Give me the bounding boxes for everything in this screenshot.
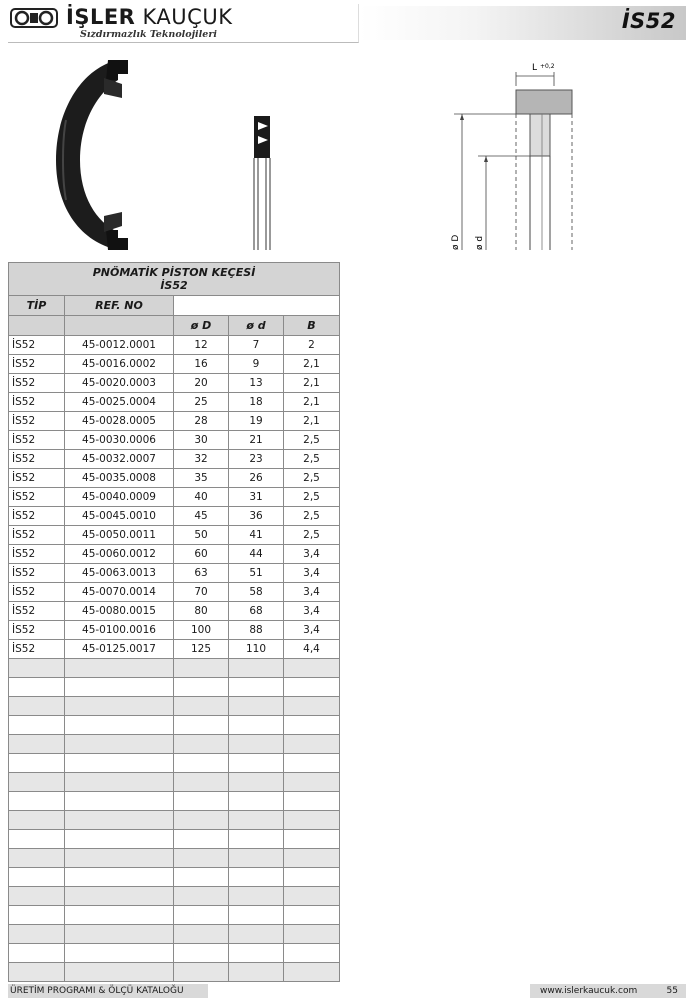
cell-width-b: 2,1 xyxy=(284,393,340,412)
cell-outer-diameter: 70 xyxy=(174,583,229,602)
cell-width-b: 3,4 xyxy=(284,564,340,583)
header-tip: TİP xyxy=(9,296,65,316)
empty-cell xyxy=(284,697,340,716)
cell-inner-diameter: 88 xyxy=(229,621,284,640)
cell-tip: İS52 xyxy=(9,488,65,507)
dim-D-label: ø D xyxy=(451,234,461,250)
cell-width-b: 3,4 xyxy=(284,583,340,602)
table-row xyxy=(9,545,340,564)
cell-ref-no: 45-0020.0003 xyxy=(65,374,174,393)
empty-table-row xyxy=(9,925,340,944)
cell-ref-no: 45-0125.0017 xyxy=(65,640,174,659)
empty-cell xyxy=(174,944,229,963)
empty-cell xyxy=(65,659,174,678)
empty-table-row xyxy=(9,963,340,982)
cell-ref-no: 45-0100.0016 xyxy=(65,621,174,640)
empty-cell xyxy=(9,830,65,849)
empty-cell xyxy=(174,735,229,754)
table-row xyxy=(9,469,340,488)
empty-cell xyxy=(284,887,340,906)
cell-inner-diameter: 9 xyxy=(229,355,284,374)
empty-cell xyxy=(174,963,229,982)
empty-cell xyxy=(9,944,65,963)
cell-tip: İS52 xyxy=(9,526,65,545)
empty-cell xyxy=(9,887,65,906)
empty-cell xyxy=(174,773,229,792)
empty-cell xyxy=(284,678,340,697)
cell-width-b: 3,4 xyxy=(284,545,340,564)
cell-ref-no: 45-0040.0009 xyxy=(65,488,174,507)
cell-inner-diameter: 18 xyxy=(229,393,284,412)
brand-name-light: KAUÇUK xyxy=(142,5,233,29)
cell-tip: İS52 xyxy=(9,469,65,488)
header-ref-no: REF. NO xyxy=(65,296,174,316)
table-row xyxy=(9,526,340,545)
empty-table-row xyxy=(9,754,340,773)
empty-cell xyxy=(284,811,340,830)
empty-cell xyxy=(229,925,284,944)
cell-outer-diameter: 63 xyxy=(174,564,229,583)
table-row xyxy=(9,450,340,469)
empty-cell xyxy=(174,716,229,735)
empty-cell xyxy=(9,735,65,754)
cell-tip: İS52 xyxy=(9,412,65,431)
empty-cell xyxy=(65,773,174,792)
cell-tip: İS52 xyxy=(9,355,65,374)
empty-table-row xyxy=(9,811,340,830)
cell-inner-diameter: 31 xyxy=(229,488,284,507)
cell-ref-no: 45-0035.0008 xyxy=(65,469,174,488)
empty-cell xyxy=(9,906,65,925)
empty-table-row xyxy=(9,887,340,906)
table-row xyxy=(9,431,340,450)
cell-outer-diameter: 16 xyxy=(174,355,229,374)
empty-cell xyxy=(65,963,174,982)
empty-cell xyxy=(229,906,284,925)
cell-ref-no: 45-0016.0002 xyxy=(65,355,174,374)
table-title-line1: PNÖMATİK PİSTON KEÇESİ xyxy=(92,266,256,279)
empty-cell xyxy=(229,830,284,849)
page-number: 55 xyxy=(666,986,678,996)
cell-inner-diameter: 19 xyxy=(229,412,284,431)
cell-outer-diameter: 50 xyxy=(174,526,229,545)
cell-outer-diameter: 25 xyxy=(174,393,229,412)
empty-table-row xyxy=(9,716,340,735)
table-title xyxy=(9,263,340,296)
empty-cell xyxy=(284,925,340,944)
empty-cell xyxy=(284,849,340,868)
cell-inner-diameter: 7 xyxy=(229,336,284,355)
empty-cell xyxy=(284,716,340,735)
header-blank xyxy=(174,296,340,316)
empty-cell xyxy=(174,792,229,811)
cell-outer-diameter: 80 xyxy=(174,602,229,621)
table-row xyxy=(9,488,340,507)
empty-cell xyxy=(65,887,174,906)
brand-tagline: Sızdırmazlık Teknolojileri xyxy=(80,29,217,40)
table-row xyxy=(9,336,340,355)
cell-ref-no: 45-0032.0007 xyxy=(65,450,174,469)
cell-tip: İS52 xyxy=(9,564,65,583)
cell-outer-diameter: 28 xyxy=(174,412,229,431)
empty-cell xyxy=(9,678,65,697)
cell-width-b: 2,5 xyxy=(284,431,340,450)
empty-cell xyxy=(284,830,340,849)
empty-cell xyxy=(284,659,340,678)
cell-outer-diameter: 20 xyxy=(174,374,229,393)
cell-outer-diameter: 60 xyxy=(174,545,229,564)
empty-table-row xyxy=(9,792,340,811)
cell-width-b: 3,4 xyxy=(284,602,340,621)
empty-cell xyxy=(9,925,65,944)
empty-cell xyxy=(174,697,229,716)
empty-cell xyxy=(65,944,174,963)
company-logo-area xyxy=(8,4,359,43)
header-outer-diameter: ø D xyxy=(174,316,229,336)
empty-cell xyxy=(284,906,340,925)
cell-tip: İS52 xyxy=(9,450,65,469)
brand-name xyxy=(66,5,232,29)
empty-cell xyxy=(65,754,174,773)
empty-cell xyxy=(229,754,284,773)
empty-table-row xyxy=(9,868,340,887)
empty-cell xyxy=(65,811,174,830)
empty-cell xyxy=(284,773,340,792)
company-logo-icon xyxy=(10,7,58,29)
cell-ref-no: 45-0012.0001 xyxy=(65,336,174,355)
seal-3d-render xyxy=(56,60,128,250)
empty-cell xyxy=(9,792,65,811)
empty-table-row xyxy=(9,944,340,963)
empty-cell xyxy=(65,868,174,887)
table-row xyxy=(9,602,340,621)
brand-name-bold: İŞLER xyxy=(66,5,136,29)
table-row xyxy=(9,564,340,583)
empty-cell xyxy=(284,754,340,773)
empty-cell xyxy=(284,735,340,754)
empty-cell xyxy=(9,849,65,868)
empty-table-row xyxy=(9,773,340,792)
empty-table-row xyxy=(9,697,340,716)
empty-cell xyxy=(9,716,65,735)
header-ref-sub xyxy=(65,316,174,336)
cell-width-b: 2,5 xyxy=(284,507,340,526)
cell-tip: İS52 xyxy=(9,374,65,393)
cell-width-b: 2,5 xyxy=(284,469,340,488)
cell-inner-diameter: 110 xyxy=(229,640,284,659)
empty-cell xyxy=(229,697,284,716)
cell-ref-no: 45-0045.0010 xyxy=(65,507,174,526)
product-table xyxy=(8,262,339,982)
header-width-b: B xyxy=(284,316,340,336)
empty-cell xyxy=(229,868,284,887)
cell-outer-diameter: 35 xyxy=(174,469,229,488)
cell-tip: İS52 xyxy=(9,431,65,450)
empty-cell xyxy=(229,659,284,678)
footer-catalog-title: ÜRETİM PROGRAMI & ÖLÇÜ KATALOĞU xyxy=(8,984,208,998)
cell-width-b: 2,5 xyxy=(284,488,340,507)
empty-cell xyxy=(9,811,65,830)
empty-cell xyxy=(229,963,284,982)
cell-ref-no: 45-0070.0014 xyxy=(65,583,174,602)
cell-outer-diameter: 125 xyxy=(174,640,229,659)
empty-cell xyxy=(229,944,284,963)
empty-cell xyxy=(229,678,284,697)
cell-tip: İS52 xyxy=(9,336,65,355)
cell-outer-diameter: 12 xyxy=(174,336,229,355)
empty-cell xyxy=(229,716,284,735)
empty-cell xyxy=(65,830,174,849)
empty-cell xyxy=(9,754,65,773)
empty-cell xyxy=(229,849,284,868)
dim-L-label: L xyxy=(532,63,538,73)
product-code-banner xyxy=(360,6,686,40)
cell-inner-diameter: 58 xyxy=(229,583,284,602)
cell-ref-no: 45-0060.0012 xyxy=(65,545,174,564)
empty-cell xyxy=(229,773,284,792)
header-tip-sub xyxy=(9,316,65,336)
cell-tip: İS52 xyxy=(9,621,65,640)
empty-cell xyxy=(174,811,229,830)
empty-cell xyxy=(9,697,65,716)
empty-table-row xyxy=(9,735,340,754)
table-row xyxy=(9,355,340,374)
cell-width-b: 2,5 xyxy=(284,450,340,469)
table-row xyxy=(9,621,340,640)
groove-technical-drawing xyxy=(454,72,572,250)
empty-cell xyxy=(65,678,174,697)
empty-cell xyxy=(9,659,65,678)
footer-right xyxy=(530,984,686,998)
cell-width-b: 4,4 xyxy=(284,640,340,659)
empty-cell xyxy=(174,678,229,697)
cell-outer-diameter: 40 xyxy=(174,488,229,507)
cell-tip: İS52 xyxy=(9,507,65,526)
cell-ref-no: 45-0050.0011 xyxy=(65,526,174,545)
empty-cell xyxy=(174,849,229,868)
cell-ref-no: 45-0025.0004 xyxy=(65,393,174,412)
empty-cell xyxy=(65,849,174,868)
product-code: İS52 xyxy=(621,9,676,33)
table-row xyxy=(9,374,340,393)
empty-table-row xyxy=(9,678,340,697)
cell-inner-diameter: 21 xyxy=(229,431,284,450)
cell-inner-diameter: 68 xyxy=(229,602,284,621)
cell-tip: İS52 xyxy=(9,583,65,602)
empty-cell xyxy=(174,906,229,925)
empty-table-row xyxy=(9,830,340,849)
cell-inner-diameter: 44 xyxy=(229,545,284,564)
empty-cell xyxy=(174,925,229,944)
cell-inner-diameter: 51 xyxy=(229,564,284,583)
cell-inner-diameter: 41 xyxy=(229,526,284,545)
empty-table-row xyxy=(9,659,340,678)
cell-ref-no: 45-0030.0006 xyxy=(65,431,174,450)
dim-tolerance-label: +0,2 xyxy=(540,63,555,70)
dim-d-label: ø d xyxy=(475,235,485,250)
cell-width-b: 2,1 xyxy=(284,412,340,431)
empty-cell xyxy=(284,944,340,963)
cell-width-b: 2,1 xyxy=(284,355,340,374)
cell-width-b: 3,4 xyxy=(284,621,340,640)
cell-outer-diameter: 32 xyxy=(174,450,229,469)
cell-ref-no: 45-0063.0013 xyxy=(65,564,174,583)
empty-cell xyxy=(65,697,174,716)
cell-width-b: 2 xyxy=(284,336,340,355)
empty-cell xyxy=(174,754,229,773)
empty-cell xyxy=(229,792,284,811)
empty-table-row xyxy=(9,906,340,925)
table-row xyxy=(9,583,340,602)
table-title-line2: İS52 xyxy=(160,279,188,292)
cell-inner-diameter: 13 xyxy=(229,374,284,393)
footer-website: www.islerkaucuk.com xyxy=(540,986,638,996)
empty-cell xyxy=(174,659,229,678)
empty-cell xyxy=(65,906,174,925)
empty-cell xyxy=(174,830,229,849)
cell-ref-no: 45-0080.0015 xyxy=(65,602,174,621)
empty-cell xyxy=(229,887,284,906)
empty-table-row xyxy=(9,849,340,868)
cell-inner-diameter: 26 xyxy=(229,469,284,488)
table-row xyxy=(9,393,340,412)
header-inner-diameter: ø d xyxy=(229,316,284,336)
cell-inner-diameter: 23 xyxy=(229,450,284,469)
cell-inner-diameter: 36 xyxy=(229,507,284,526)
table-row xyxy=(9,412,340,431)
empty-cell xyxy=(284,792,340,811)
cell-outer-diameter: 100 xyxy=(174,621,229,640)
table-row xyxy=(9,507,340,526)
empty-cell xyxy=(9,963,65,982)
cell-outer-diameter: 45 xyxy=(174,507,229,526)
cell-width-b: 2,5 xyxy=(284,526,340,545)
empty-cell xyxy=(65,792,174,811)
cell-tip: İS52 xyxy=(9,393,65,412)
empty-cell xyxy=(174,868,229,887)
table-row xyxy=(9,640,340,659)
empty-cell xyxy=(284,963,340,982)
empty-cell xyxy=(9,773,65,792)
cell-outer-diameter: 30 xyxy=(174,431,229,450)
empty-cell xyxy=(65,925,174,944)
cell-width-b: 2,1 xyxy=(284,374,340,393)
empty-cell xyxy=(65,716,174,735)
cell-tip: İS52 xyxy=(9,640,65,659)
seal-cross-section xyxy=(254,116,270,250)
empty-cell xyxy=(65,735,174,754)
empty-cell xyxy=(9,868,65,887)
empty-cell xyxy=(229,735,284,754)
empty-cell xyxy=(174,887,229,906)
product-drawings xyxy=(0,50,695,260)
empty-cell xyxy=(284,868,340,887)
cell-tip: İS52 xyxy=(9,545,65,564)
cell-ref-no: 45-0028.0005 xyxy=(65,412,174,431)
cell-tip: İS52 xyxy=(9,602,65,621)
empty-cell xyxy=(229,811,284,830)
